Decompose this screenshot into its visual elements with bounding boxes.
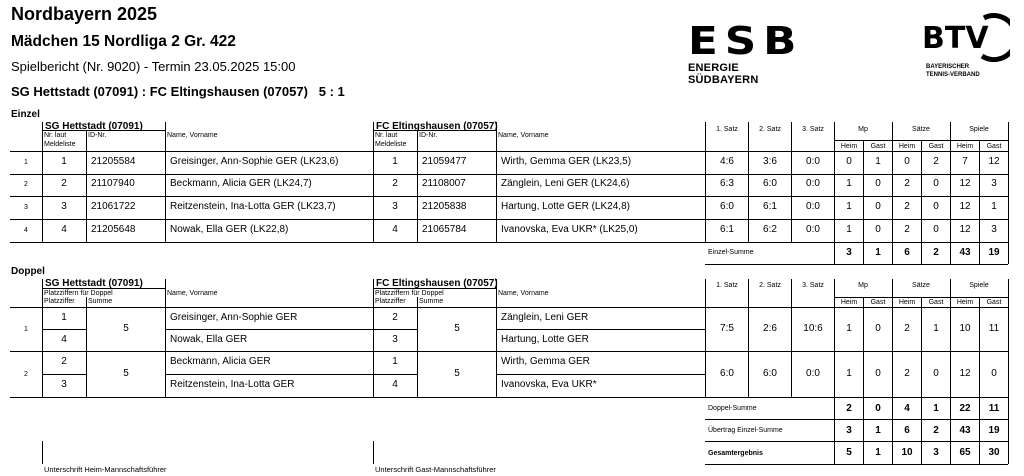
doubles-guest-name: Ivanovska, Eva UKR* bbox=[501, 379, 597, 390]
carry-label: Übertrag Einzel-Summe bbox=[708, 427, 783, 434]
doubles-spiele-heim-value: 12 bbox=[959, 368, 971, 379]
singles-spiele-heim-value: 12 bbox=[959, 178, 971, 189]
doubles-home-team: SG Hettstadt (07091) bbox=[45, 278, 143, 289]
doubles-guest-name: Wirth, Gemma GER bbox=[501, 356, 590, 367]
singles-set1: 6:0 bbox=[720, 201, 734, 212]
doubles-home-name: Beckmann, Alicia GER bbox=[170, 356, 271, 367]
singles-guest-name: Zänglein, Leni GER (LK24,6) bbox=[501, 178, 630, 189]
singles-sum-mp-heim: 3 bbox=[846, 247, 852, 258]
doubles-spiele-gast-value: 0 bbox=[991, 368, 997, 379]
doubles-mp-gast-value: 0 bbox=[875, 323, 881, 334]
singles-mp-gast: Gast bbox=[870, 143, 886, 150]
section-singles: Einzel bbox=[11, 109, 40, 120]
singles-sum-saetze-gast: 2 bbox=[933, 247, 939, 258]
doubles-guest-sum: 5 bbox=[454, 368, 460, 379]
doubles-guest-pz: 2 bbox=[392, 312, 398, 323]
singles-home-id: 21107940 bbox=[91, 178, 135, 189]
singles-mp-gast-value: 0 bbox=[875, 178, 881, 189]
btv-logo-subtitle-1: BAYERISCHER bbox=[926, 64, 970, 70]
singles-set3: 0:0 bbox=[806, 201, 820, 212]
singles-home-team: SG Hettstadt (07091) bbox=[45, 121, 143, 132]
doubles-mp-heim-value: 1 bbox=[846, 368, 852, 379]
doubles-saetze-gast-value: 0 bbox=[933, 368, 939, 379]
carry-mp-gast: 1 bbox=[875, 425, 881, 436]
doubles-guest-sum: 5 bbox=[454, 323, 460, 334]
doubles-spiele-header: Spiele bbox=[969, 282, 989, 289]
doubles-mp-header: Mp bbox=[858, 282, 868, 289]
btv-logo-subtitle-2: TENNIS-VERBAND bbox=[926, 72, 980, 78]
carry-spiele-gast: 19 bbox=[988, 425, 1000, 436]
singles-mp-heim-value: 1 bbox=[846, 224, 852, 235]
singles-saetze-heim-value: 2 bbox=[904, 201, 910, 212]
singles-guest-nr: 3 bbox=[392, 201, 398, 212]
singles-spiele-gast-value: 1 bbox=[991, 201, 997, 212]
doubles-spiele-heim: Heim bbox=[956, 299, 974, 306]
doubles-home-sum-header: Summe bbox=[88, 298, 113, 305]
doubles-guest-name: Hartung, Lotte GER bbox=[501, 334, 589, 345]
total-mp-heim: 5 bbox=[846, 447, 852, 458]
singles-guest-name-header: Name, Vorname bbox=[498, 132, 549, 139]
singles-saetze-header: Sätze bbox=[912, 126, 930, 133]
singles-sum-spiele-gast: 19 bbox=[988, 247, 1000, 258]
doubles-saetze-heim-value: 2 bbox=[904, 323, 910, 334]
doubles-home-sum: 5 bbox=[123, 323, 129, 334]
singles-home-nr: 1 bbox=[61, 156, 67, 167]
carry-saetze-gast: 2 bbox=[933, 425, 939, 436]
singles-saetze-heim-value: 2 bbox=[904, 178, 910, 189]
singles-spiele-heim: Heim bbox=[956, 143, 974, 150]
doubles-home-pz: 4 bbox=[61, 334, 67, 345]
doubles-guest-team: FC Eltingshausen (07057) bbox=[376, 278, 498, 289]
doubles-spiele-heim-value: 10 bbox=[959, 323, 971, 334]
singles-guest-id-header: ID-Nr. bbox=[419, 132, 438, 139]
doubles-set1: 6:0 bbox=[720, 368, 734, 379]
doubles-set1: 7:5 bbox=[720, 323, 734, 334]
singles-sum-spiele-heim: 43 bbox=[959, 247, 971, 258]
doubles-home-sum: 5 bbox=[123, 368, 129, 379]
singles-home-id: 21205584 bbox=[91, 156, 136, 167]
singles-guest-nr: 1 bbox=[392, 156, 398, 167]
singles-home-name: Greisinger, Ann-Sophie GER (LK23,6) bbox=[170, 156, 339, 167]
singles-mp-heim-value: 0 bbox=[846, 156, 852, 167]
total-label: Gesamtergebnis bbox=[708, 450, 763, 457]
page-title: Nordbayern 2025 bbox=[11, 4, 158, 24]
doubles-sum-saetze-heim: 4 bbox=[904, 403, 910, 414]
total-saetze-gast: 3 bbox=[933, 447, 939, 458]
singles-home-nr: 3 bbox=[61, 201, 67, 212]
singles-home-nr-header: Nr. laut bbox=[44, 132, 67, 139]
doubles-row-index: 2 bbox=[24, 371, 28, 378]
singles-set3-header: 3. Satz bbox=[802, 126, 824, 133]
doubles-guest-pz: 1 bbox=[392, 356, 398, 367]
singles-mp-gast-value: 1 bbox=[875, 156, 881, 167]
doubles-guest-pz: 3 bbox=[392, 334, 398, 345]
doubles-saetze-heim: Heim bbox=[898, 299, 916, 306]
doubles-saetze-gast: Gast bbox=[928, 299, 944, 306]
singles-guest-nr-header: Nr. laut bbox=[375, 132, 398, 139]
singles-guest-name: Wirth, Gemma GER (LK23,5) bbox=[501, 156, 632, 167]
doubles-home-name-header: Name, Vorname bbox=[167, 290, 218, 297]
doubles-home-name: Greisinger, Ann-Sophie GER bbox=[170, 312, 298, 323]
singles-set2: 6:0 bbox=[763, 178, 777, 189]
singles-home-id: 21205648 bbox=[91, 224, 136, 235]
doubles-sum-spiele-gast: 11 bbox=[988, 403, 1000, 414]
singles-guest-nr: 4 bbox=[392, 224, 398, 235]
singles-mp-gast-value: 0 bbox=[875, 201, 881, 212]
match-line: SG Hettstadt (07091) : FC Eltingshausen (07057) 5 : 1 bbox=[11, 84, 345, 99]
singles-row-index: 2 bbox=[24, 181, 28, 188]
total-mp-gast: 1 bbox=[875, 447, 881, 458]
singles-spiele-gast-value: 12 bbox=[988, 156, 1000, 167]
singles-guest-id: 21205838 bbox=[422, 201, 467, 212]
singles-set3: 0:0 bbox=[806, 178, 820, 189]
singles-sum-label: Einzel-Summe bbox=[708, 249, 754, 256]
total-saetze-heim: 10 bbox=[901, 447, 913, 458]
singles-set2: 3:6 bbox=[763, 156, 777, 167]
esb-logo-text: ESB bbox=[688, 19, 804, 63]
doubles-set3: 0:0 bbox=[806, 368, 820, 379]
singles-spiele-gast-value: 3 bbox=[991, 178, 997, 189]
singles-guest-nr-header-2: Meldeliste bbox=[375, 141, 407, 148]
carry-spiele-heim: 43 bbox=[959, 425, 971, 436]
doubles-sum-spiele-heim: 22 bbox=[959, 403, 971, 414]
singles-set1-header: 1. Satz bbox=[716, 126, 738, 133]
doubles-guest-name-header: Name, Vorname bbox=[498, 290, 549, 297]
doubles-sum-saetze-gast: 1 bbox=[933, 403, 939, 414]
report-line: Spielbericht (Nr. 9020) - Termin 23.05.2025 15:00 bbox=[11, 59, 296, 74]
singles-saetze-heim-value: 2 bbox=[904, 224, 910, 235]
doubles-row-index: 1 bbox=[24, 326, 28, 333]
doubles-guest-name: Zänglein, Leni GER bbox=[501, 312, 589, 323]
carry-saetze-heim: 6 bbox=[904, 425, 910, 436]
singles-mp-heim: Heim bbox=[840, 143, 858, 150]
singles-set1: 6:1 bbox=[720, 224, 734, 235]
doubles-sum-mp-heim: 2 bbox=[846, 403, 852, 414]
doubles-set3-header: 3. Satz bbox=[802, 282, 824, 289]
doubles-sum-label: Doppel-Summe bbox=[708, 405, 757, 412]
singles-spiele-header: Spiele bbox=[969, 126, 989, 133]
singles-spiele-heim-value: 12 bbox=[959, 224, 971, 235]
singles-guest-id: 21065784 bbox=[422, 224, 467, 235]
singles-set1: 4:6 bbox=[720, 156, 734, 167]
btv-logo-text: BTV bbox=[922, 21, 989, 56]
singles-set3: 0:0 bbox=[806, 156, 820, 167]
doubles-guest-pz: 4 bbox=[392, 379, 398, 390]
singles-saetze-heim: Heim bbox=[898, 143, 916, 150]
doubles-mp-gast: Gast bbox=[870, 299, 886, 306]
singles-home-name-header: Name, Vorname bbox=[167, 132, 218, 139]
doubles-spiele-gast: Gast bbox=[986, 299, 1002, 306]
doubles-mp-heim-value: 1 bbox=[846, 323, 852, 334]
singles-row-index: 1 bbox=[24, 159, 28, 166]
singles-saetze-gast-value: 0 bbox=[933, 201, 939, 212]
singles-spiele-heim-value: 7 bbox=[962, 156, 968, 167]
doubles-guest-pz-top: Platzziffern für Doppel bbox=[375, 290, 444, 297]
singles-mp-gast-value: 0 bbox=[875, 224, 881, 235]
singles-set2: 6:2 bbox=[763, 224, 777, 235]
singles-mp-heim-value: 1 bbox=[846, 178, 852, 189]
signature-guest: Unterschrift Gast-Mannschaftsführer bbox=[375, 465, 496, 474]
singles-sum-mp-gast: 1 bbox=[875, 247, 881, 258]
doubles-home-name: Nowak, Ella GER bbox=[170, 334, 248, 345]
singles-home-name: Nowak, Ella GER (LK22,8) bbox=[170, 224, 289, 235]
doubles-saetze-heim-value: 2 bbox=[904, 368, 910, 379]
singles-spiele-heim-value: 12 bbox=[959, 201, 971, 212]
singles-sum-saetze-heim: 6 bbox=[904, 247, 910, 258]
doubles-set2-header: 2. Satz bbox=[759, 282, 781, 289]
singles-mp-heim-value: 1 bbox=[846, 201, 852, 212]
singles-spiele-gast: Gast bbox=[986, 143, 1002, 150]
doubles-home-pz: 2 bbox=[61, 356, 67, 367]
league-title: Mädchen 15 Nordliga 2 Gr. 422 bbox=[11, 33, 236, 50]
doubles-set2: 2:6 bbox=[763, 323, 777, 334]
singles-home-id: 21061722 bbox=[91, 201, 136, 212]
doubles-mp-heim: Heim bbox=[840, 299, 858, 306]
singles-home-id-header: ID-Nr. bbox=[88, 132, 107, 139]
doubles-mp-gast-value: 0 bbox=[875, 368, 881, 379]
singles-home-name: Reitzenstein, Ina-Lotta GER (LK23,7) bbox=[170, 201, 336, 212]
singles-row-index: 3 bbox=[24, 204, 28, 211]
singles-guest-name: Ivanovska, Eva UKR* (LK25,0) bbox=[501, 224, 638, 235]
singles-home-nr-header-2: Meldeliste bbox=[44, 141, 76, 148]
singles-mp-header: Mp bbox=[858, 126, 868, 133]
singles-saetze-heim-value: 0 bbox=[904, 156, 910, 167]
esb-logo-subtitle: ENERGIE SÜDBAYERN bbox=[688, 62, 759, 86]
doubles-home-pz: 3 bbox=[61, 379, 67, 390]
singles-home-name: Beckmann, Alicia GER (LK24,7) bbox=[170, 178, 312, 189]
singles-set2: 6:1 bbox=[763, 201, 777, 212]
singles-saetze-gast-value: 2 bbox=[933, 156, 939, 167]
doubles-set2: 6:0 bbox=[763, 368, 777, 379]
signature-home: Unterschrift Heim-Mannschaftsführer bbox=[44, 465, 167, 474]
singles-guest-nr: 2 bbox=[392, 178, 398, 189]
carry-mp-heim: 3 bbox=[846, 425, 852, 436]
total-spiele-heim: 65 bbox=[959, 447, 971, 458]
doubles-home-name: Reitzenstein, Ina-Lotta GER bbox=[170, 379, 295, 390]
doubles-guest-sum-header: Summe bbox=[419, 298, 444, 305]
doubles-saetze-header: Sätze bbox=[912, 282, 930, 289]
singles-row-index: 4 bbox=[24, 227, 28, 234]
doubles-set1-header: 1. Satz bbox=[716, 282, 738, 289]
singles-set1: 6:3 bbox=[720, 178, 734, 189]
doubles-sum-mp-gast: 0 bbox=[875, 403, 881, 414]
singles-set3: 0:0 bbox=[806, 224, 820, 235]
doubles-set3: 10:6 bbox=[803, 323, 823, 334]
singles-guest-team: FC Eltingshausen (07057) bbox=[376, 121, 498, 132]
total-spiele-gast: 30 bbox=[988, 447, 1000, 458]
doubles-guest-pz-header: Platzziffer bbox=[375, 298, 406, 305]
singles-saetze-gast-value: 0 bbox=[933, 224, 939, 235]
singles-guest-id: 21059477 bbox=[422, 156, 467, 167]
singles-home-nr: 2 bbox=[61, 178, 67, 189]
doubles-spiele-gast-value: 11 bbox=[988, 323, 1000, 334]
doubles-home-pz-top: Platzziffern für Doppel bbox=[44, 290, 113, 297]
singles-guest-name: Hartung, Lotte GER (LK24,8) bbox=[501, 201, 630, 212]
singles-set2-header: 2. Satz bbox=[759, 126, 781, 133]
singles-saetze-gast-value: 0 bbox=[933, 178, 939, 189]
doubles-home-pz: 1 bbox=[61, 312, 67, 323]
section-doubles: Doppel bbox=[11, 266, 45, 277]
singles-guest-id: 21108007 bbox=[422, 178, 466, 189]
doubles-saetze-gast-value: 1 bbox=[933, 323, 939, 334]
doubles-home-pz-header: Platzziffer bbox=[44, 298, 75, 305]
singles-saetze-gast: Gast bbox=[928, 143, 944, 150]
singles-home-nr: 4 bbox=[61, 224, 67, 235]
singles-spiele-gast-value: 3 bbox=[991, 224, 997, 235]
